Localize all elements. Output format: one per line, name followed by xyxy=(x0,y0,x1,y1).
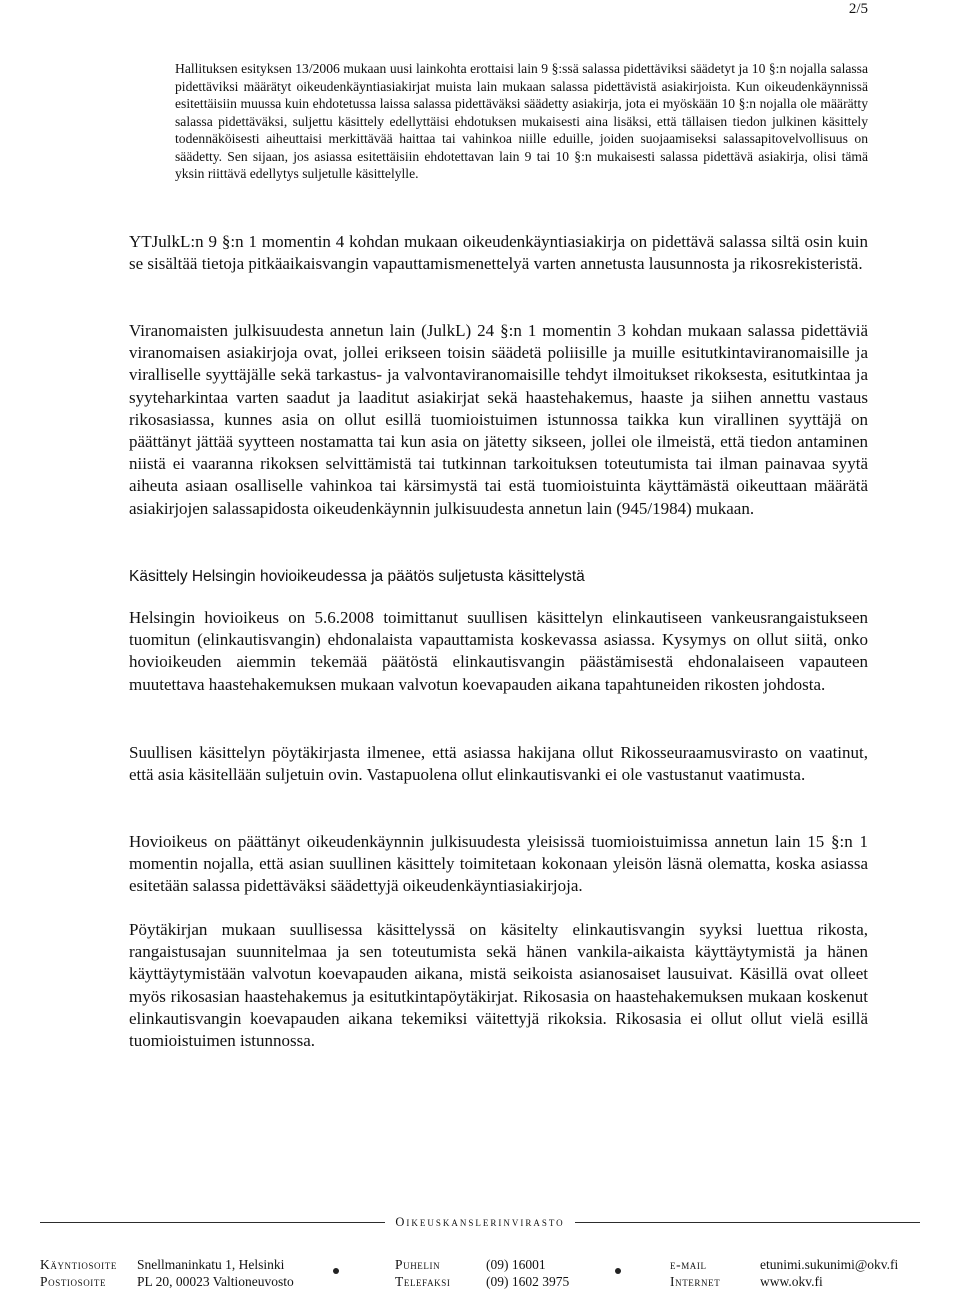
website-address: www.okv.fi xyxy=(760,1274,823,1289)
email-label: e-mail xyxy=(670,1257,707,1272)
paragraph-hovioikeus-hearing: Helsingin hovioikeus on 5.6.2008 toimittanut suullisen käsittelyn elinkautiseen vankeusrangaistukseen tuomitun (elinkautisvangin) ehdonalaista vapauttamista koskevassa asiassa. Kysymys on ollut siitä, onko hovioikeuden aiemmin tekemää päätöstä elinkautisvangin päästämisestä ehdonalaiseen vapauteen muutettava haastehakemuksen mukaan valvotun koevapauden aikana tapahtuneiden rikosten johdosta. xyxy=(129,608,868,694)
section-heading: Käsittely Helsingin hovioikeudessa ja päätös suljetusta käsittelystä xyxy=(129,568,585,585)
footer-organization xyxy=(0,1213,960,1231)
footer-bullet-dot xyxy=(333,1268,339,1274)
paragraph-julkl: Viranomaisten julkisuudesta annetun lain (JulkL) 24 §:n 1 momentin 3 kohdan mukaan salassa pidettäviä viranomaisen asiakirjoja ovat, jollei erikseen toisin säädetä poliisille ja muille esitutkintaviranomaisille ja viralliselle syyttäjälle sekä tarkastus- ja valvontaviranomaisille tehdyt ilmoitukset rikoksesta, esitutkintaa ja syyteharkintaa varten saadut ja laaditut asiakirjat sekä haastehakemus, haaste ja siihen annettu vastaus rikosasiassa, kunnes asia on ollut esillä tuomioistuimen istunnossa taikka kun virallinen syyttäjä on päättänyt jättää syytteen nostamatta tai kun asia on jätetty sikseen, jollei ole ilmeistä, että tiedon antaminen niistä ei vaaranna rikoksen selvittämistä tai tutkinnan tarkoituksen toteutumista tai ilman painavaa syytä aiheuta asiaan osalliselle vahinkoa tai kärsimystä tai estä tuomioistuinta käyttämästä oikeuttaan määrätä asiakirjojen salassapidosta oikeudenkäynnin julkisuudesta annetun lain (945/1984) mukaan. xyxy=(129,321,868,518)
fax-number: (09) 1602 3975 xyxy=(486,1274,570,1289)
visiting-address-label: Käyntiosoite xyxy=(40,1257,117,1272)
fax-label: Telefaksi xyxy=(395,1274,451,1289)
visiting-address: Snellmaninkatu 1, Helsinki xyxy=(137,1257,285,1272)
postal-address-label: Postiosoite xyxy=(40,1274,107,1289)
phone-number: (09) 16001 xyxy=(486,1257,546,1272)
quoted-government-proposal: Hallituksen esityksen 13/2006 mukaan uusi lainkohta erottaisi lain 9 §:ssä salassa pidettäviksi säädetyt ja 10 §:n nojalla salassa pidettäviksi määrätyt oikeudenkäyntiasiakirjat muista lain mukaan salassa pidettävistä asiakirjoista. Kun oikeudenkäynnissä esitettäisiin muussa kuin ehdotetussa laissa salassa pidettäväksi säädetty asiakirja, jota ei myöskään 10 §:n nojalla ole määrätty salassa pidettäväksi, suljettu käsittely edellyttäisi ehdotuksen mukaisesti aina lisäksi, että tällaisen tiedon julkinen käsittely todennäköisesti aiheuttaisi merkittävää haittaa tai vahinkoa niille eduille, joiden suojaamiseksi salassapitovelvollisuus on säädetty. Sen sijaan, jos asiassa esitettäisiin ehdotettavan lain 9 tai 10 §:n mukaisesti salassa pidettävä asiakirja, olisi tämä yksin riittävä edellytys suljetulle käsittelylle. xyxy=(175,61,868,181)
postal-address: PL 20, 00023 Valtioneuvosto xyxy=(137,1274,294,1289)
internet-label: Internet xyxy=(670,1274,721,1289)
organization-name: Oikeuskanslerinvirasto xyxy=(385,1215,574,1230)
phone-label: Puhelin xyxy=(395,1257,441,1272)
paragraph-ytjulkl: YTJulkL:n 9 §:n 1 momentin 4 kohdan mukaan oikeudenkäyntiasiakirja on pidettävä salassa siltä osin kuin se sisältää tietoja pitkäaikaisvangin vapauttamismenettelyä varten annetusta lausunnosta ja rikosrekisteristä. xyxy=(129,232,868,274)
paragraph-minutes-content: Pöytäkirjan mukaan suullisessa käsittelyssä on käsitelty elinkautisvangin syyksi luettua rikosta, rangaistusajan suunnitelmaa ja sen toteutumista sekä hänen vankila-aikaista käyttäytymistä ja hänen käyttäytymistään valvotun koevapauden aikana, mistä seikoista asianosaiset lausuivat. Käsillä ovat olleet myös rikosasian haastehakemus ja esitutkintapöytäkirjat. Rikosasia on haastehakemuksen mukaan koskenut elinkautisvangin koevapauden aikana tekemiksi väitettyjä rikoksia. Rikosasia ei ollut ollut vielä esillä tuomioistuimen istunnossa. xyxy=(129,920,868,1051)
email-address: etunimi.sukunimi@okv.fi xyxy=(760,1257,899,1272)
footer-bullet-dot xyxy=(615,1268,621,1274)
page-number: 2/5 xyxy=(848,1,868,17)
paragraph-minutes: Suullisen käsittelyn pöytäkirjasta ilmenee, että asiassa hakijana ollut Rikosseuraamusvirasto on vaatinut, että asia käsitellään suljetuin ovin. Vastapuolena ollut elinkautisvanki ei ole vastustanut vaatimusta. xyxy=(129,743,868,785)
paragraph-decision: Hovioikeus on päättänyt oikeudenkäynnin julkisuudesta yleisissä tuomioistuimissa annetun lain 15 §:n 1 momentin nojalla, että asian suullinen käsittely toimitetaan kokonaan yleisön läsnä olematta, koska asiassa esitetään salassa pidettäväksi säädettyjä oikeudenkäyntiasiakirjoja. xyxy=(129,832,868,896)
